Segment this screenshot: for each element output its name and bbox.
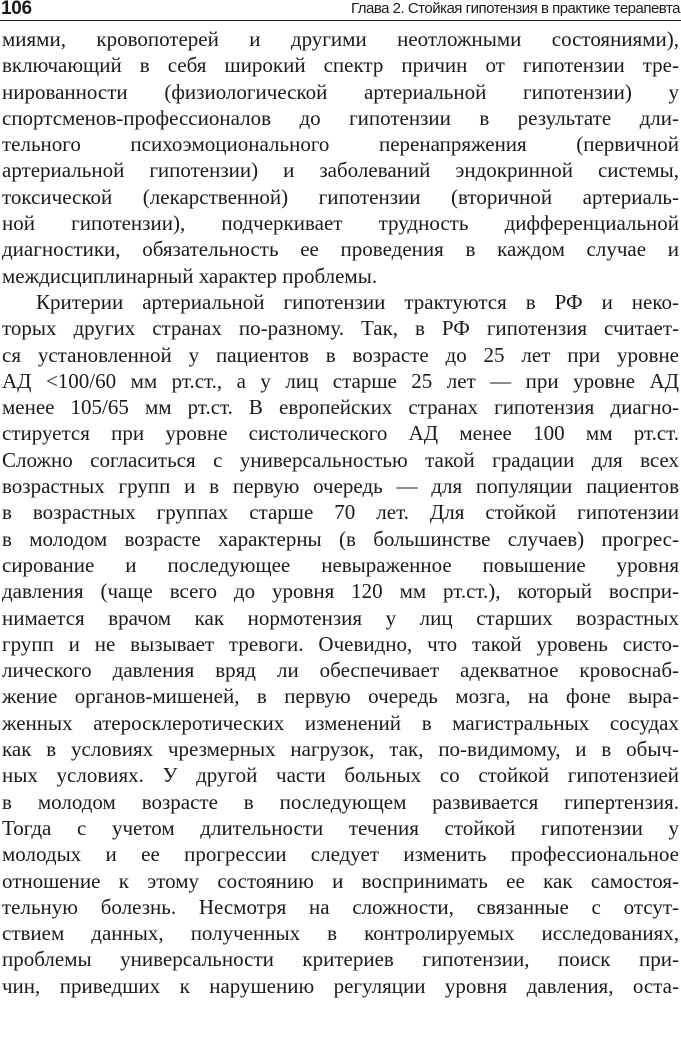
paragraph-1 [2,26,679,289]
text-line: в молодом возрасте в последующем развивается гипертензия. [2,789,679,814]
text-line: тельного психоэмоционального перенапряжения (первичной [2,132,679,157]
text-line: лического давления вряд ли обеспечивает адекватное кровоснаб- [2,658,679,683]
text-line: молодых и ее прогрессии следует изменить профессиональное [2,842,679,867]
text-line: отношение к этому состоянию и воспринимать ее как самостоя- [2,868,679,893]
text-line: жение органов-мишеней, в первую очередь мозга, на фоне выра- [2,684,679,709]
text-line: Тогда с учетом длительности течения стойкой гипотензии у [2,815,679,840]
text-line: ствием данных, полученных в контролируемых исследованиях, [2,921,679,946]
text-line: ных условиях. У другой части больных со стойкой гипотензией [2,763,679,788]
text-line: в возрастных группах старше 70 лет. Для стойкой гипотензии [2,500,679,525]
text-line: торых других странах по-разному. Так, в РФ гипотензия считает- [2,316,679,341]
paragraph-2 [2,289,679,999]
text-line: проблемы универсальности критериев гипотензии, поиск при- [2,947,679,972]
text-line: сирование и последующее невыраженное повышение уровня [2,552,679,577]
text-line: чин, приведших к нарушению регуляции уровня давления, оста- [2,973,679,998]
text-line: артериальной гипотензии) и заболеваний эндокринной системы, [2,158,679,183]
text-line: спортсменов-профессионалов до гипотензии в результате дли- [2,105,679,130]
page-header [0,0,681,21]
text-line: ся установленной у пациентов в возрасте до 25 лет при уровне [2,342,679,367]
text-line: токсической (лекарственной) гипотензии (вторичной артериаль- [2,184,679,209]
text-line: женных атеросклеротических изменений в магистральных сосудах [2,710,679,735]
text-line: стируется при уровне систолического АД менее 100 мм рт.ст. [2,421,679,446]
text-line: групп и не вызывает тревоги. Очевидно, что такой уровень систо- [2,631,679,656]
text-line: нированности (физиологической артериальной гипотензии) у [2,79,679,104]
text-line: диагностики, обязательность ее проведения в каждом случае и [2,237,679,262]
text-line: как в условиях чрезмерных нагрузок, так, по-видимому, и в обыч- [2,737,679,762]
text-line: Критерии артериальной гипотензии трактуются в РФ и неко- [36,289,679,314]
text-line: междисциплинарный характер проблемы. [2,263,378,288]
text-line: миями, кровопотерей и другими неотложными состояниями), [2,27,679,51]
text-line: давления (чаще всего до уровня 120 мм рт.ст.), который воспри- [2,579,679,604]
running-title: Глава 2. Стойкая гипотензия в практике терапевта [350,0,680,17]
text-line: нимается врачом как нормотензия у лиц старших возрастных [2,605,679,630]
page-number: 106 [1,0,32,19]
text-line: возрастных групп и в первую очередь — для популяции пациентов [2,474,679,499]
text-line: тельную болезнь. Несмотря на сложности, связанные с отсут- [2,894,679,919]
text-line: включающий в себя широкий спектр причин от гипотензии тре- [2,53,679,78]
text-line: Сложно согласиться с универсальностью такой градации для всех [2,447,679,472]
text-line: ной гипотензии), подчеркивает трудность дифференциальной [2,211,679,236]
text-line: менее 105/65 мм рт.ст. В европейских странах гипотензия диагно- [2,395,679,420]
text-line: в молодом возрасте характерны (в большинстве случаев) прогрес- [2,526,679,551]
body-text [2,26,679,999]
text-line: АД <100/60 мм рт.ст., а у лиц старше 25 лет — при уровне АД [2,368,679,393]
